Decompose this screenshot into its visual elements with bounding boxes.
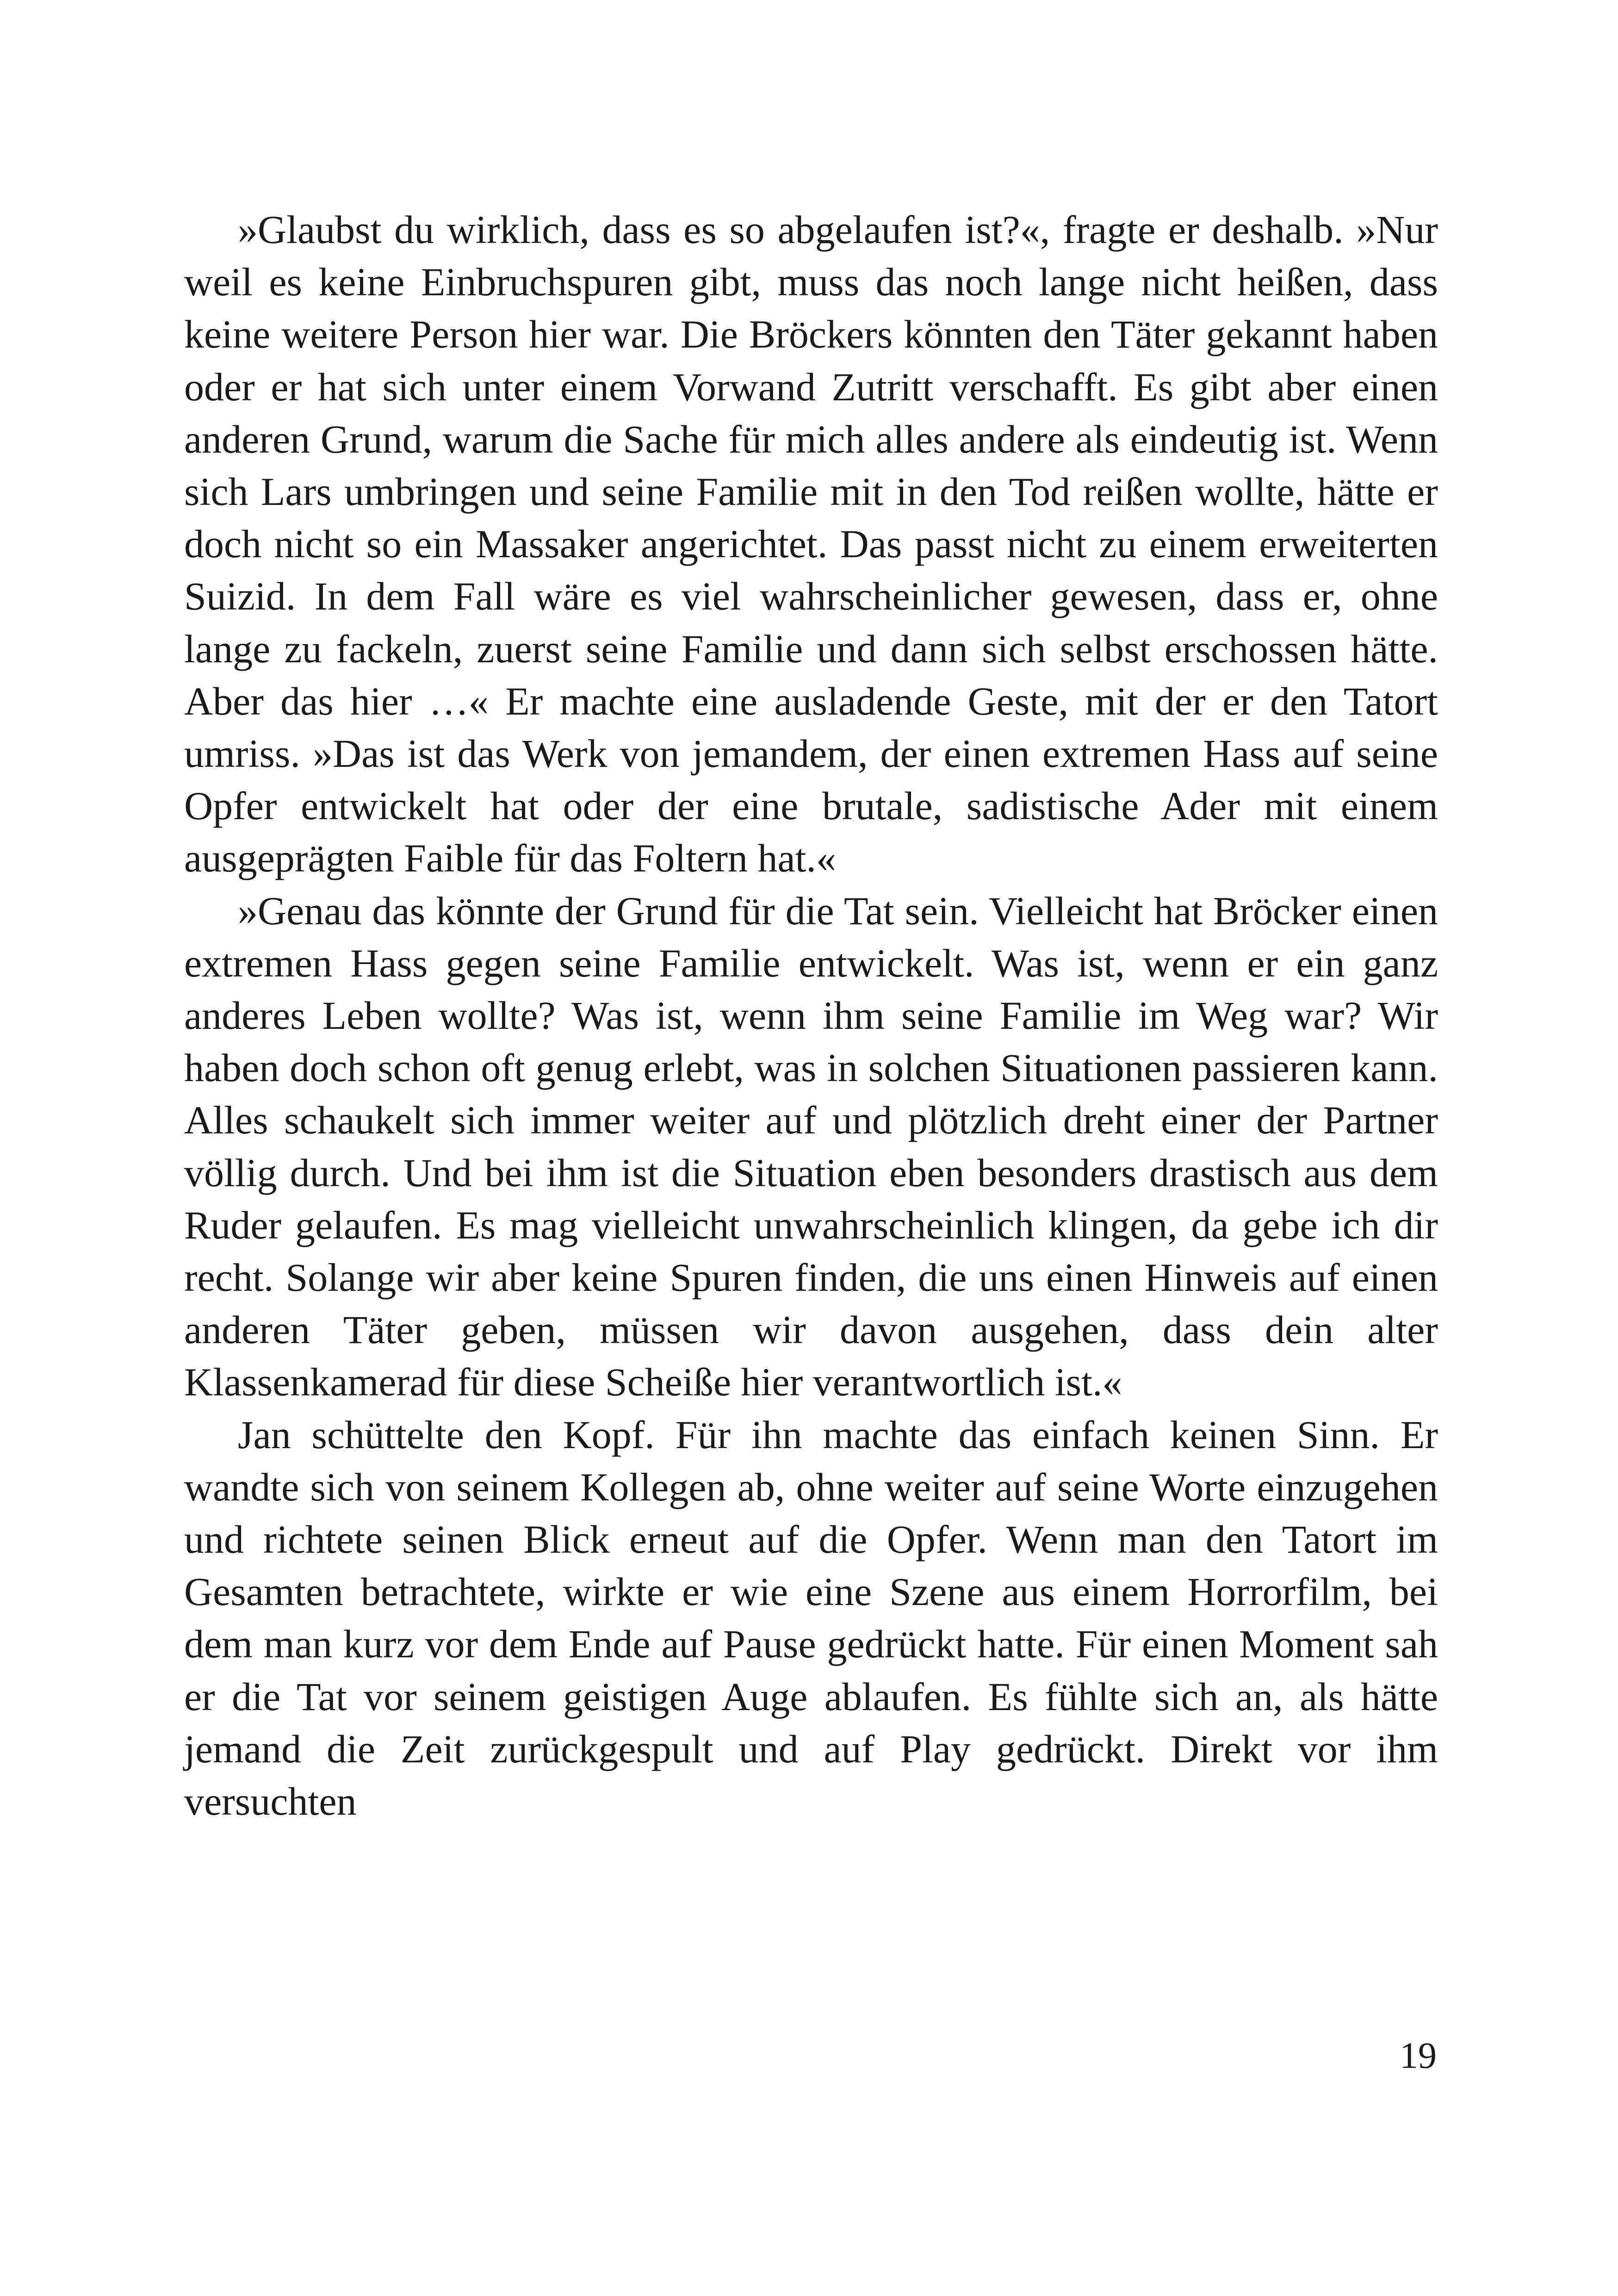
body-text: [184, 204, 1438, 1828]
paragraph-1: »Glaubst du wirklich, dass es so abgelaufen ist?«, fragte er deshalb. »Nur weil es keine Einbruchspuren gibt, muss das noch lange nicht heißen, dass keine weitere Person hier war. Die Bröckers könnten den Täter gekannt haben oder er hat sich unter einem Vorwand Zutritt verschafft. Es gibt aber einen anderen Grund, warum die Sache für mich alles andere als eindeutig ist. Wenn sich Lars umbringen und seine Familie mit in den Tod reißen wollte, hätte er doch nicht so ein Massaker angerichtet. Das passt nicht zu einem erweiterten Suizid. In dem Fall wäre es viel wahrscheinlicher gewesen, dass er, ohne lange zu fackeln, zuerst seine Familie und dann sich selbst erschossen hätte. Aber das hier …« Er machte eine ausladende Geste, mit der er den Tatort umriss. »Das ist das Werk von jemandem, der einen extremen Hass auf seine Opfer entwickelt hat oder der eine brutale, sadistische Ader mit einem ausgeprägten Faible für das Foltern hat.«: [184, 207, 1438, 881]
paragraph-3: Jan schüttelte den Kopf. Für ihn machte das einfach keinen Sinn. Er wandte sich von seinem Kollegen ab, ohne weiter auf seine Worte einzugehen und richtete seinen Blick erneut auf die Opfer. Wenn man den Tatort im Gesamten betrachtete, wirkte er wie eine Szene aus einem Horrorfilm, bei dem man kurz vor dem Ende auf Pause gedrückt hatte. Für einen Moment sah er die Tat vor seinem geistigen Auge ablaufen. Es fühlte sich an, als hätte jemand die Zeit zurückgespult und auf Play gedrückt. Direkt vor ihm versuchten: [184, 1412, 1438, 1824]
paragraph-2: »Genau das könnte der Grund für die Tat sein. Vielleicht hat Bröcker einen extremen Hass gegen seine Familie entwickelt. Was ist, wenn er ein ganz anderes Leben wollte? Was ist, wenn ihm seine Familie im Weg war? Wir haben doch schon oft genug erlebt, was in solchen Situationen passieren kann. Alles schaukelt sich immer weiter auf und plötzlich dreht einer der Partner völlig durch. Und bei ihm ist die Situation eben besonders drastisch aus dem Ruder gelaufen. Es mag vielleicht unwahrscheinlich klingen, da gebe ich dir recht. Solange wir aber keine Spuren finden, die uns einen Hinweis auf einen anderen Täter geben, müssen wir davon ausgehen, dass dein alter Klassenkamerad für diese Scheiße hier verantwortlich ist.«: [184, 888, 1438, 1405]
page-number: 19: [1400, 2035, 1437, 2076]
